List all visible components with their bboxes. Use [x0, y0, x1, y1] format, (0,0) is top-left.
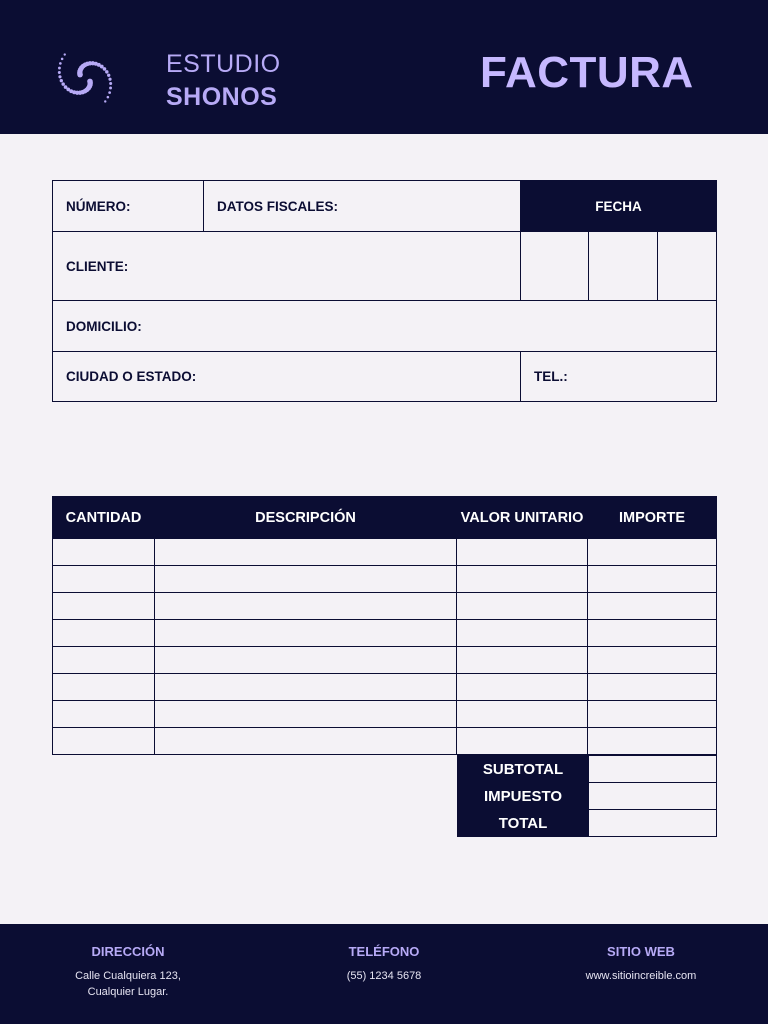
footer-direccion: [18, 944, 238, 1000]
subtotal-value[interactable]: [589, 756, 717, 783]
table-row: [53, 539, 717, 566]
client-info-table: [52, 180, 717, 402]
direccion-line2: Cualquier Lugar.: [87, 986, 169, 998]
cell-valor-unitario[interactable]: [457, 701, 588, 728]
total-value[interactable]: [589, 810, 717, 837]
cell-importe[interactable]: [588, 620, 717, 647]
cell-descripcion[interactable]: [155, 674, 457, 701]
cell-valor-unitario[interactable]: [457, 539, 588, 566]
header: [0, 0, 768, 134]
cell-descripcion[interactable]: [155, 539, 457, 566]
cell-cantidad[interactable]: [53, 566, 155, 593]
table-row: [53, 647, 717, 674]
cell-importe[interactable]: [588, 701, 717, 728]
cell-cantidad[interactable]: [53, 593, 155, 620]
cliente-field[interactable]: CLIENTE:: [53, 232, 521, 301]
cell-valor-unitario[interactable]: [457, 647, 588, 674]
datos-fiscales-field[interactable]: DATOS FISCALES:: [204, 181, 521, 232]
table-row: [53, 701, 717, 728]
direccion-line1: Calle Cualquiera 123,: [75, 970, 181, 982]
web-label: SITIO WEB: [607, 944, 675, 959]
ciudad-field[interactable]: CIUDAD O ESTADO:: [53, 352, 521, 402]
cell-descripcion[interactable]: [155, 593, 457, 620]
cell-descripcion[interactable]: [155, 647, 457, 674]
spiral-logo-icon: [52, 43, 118, 113]
fecha-month-cell[interactable]: [589, 232, 658, 301]
telefono-label: TELÉFONO: [348, 944, 420, 959]
table-row: [53, 593, 717, 620]
cell-valor-unitario[interactable]: [457, 593, 588, 620]
cell-importe[interactable]: [588, 728, 717, 755]
column-header-valor-unitario: VALOR UNITARIO: [457, 497, 588, 539]
cell-cantidad[interactable]: [53, 539, 155, 566]
brand-name-line1: ESTUDIO: [166, 50, 281, 78]
cell-importe[interactable]: [588, 593, 717, 620]
column-header-importe: IMPORTE: [588, 497, 717, 539]
web-value[interactable]: www.sitioincreible.com: [585, 970, 697, 982]
footer: [0, 924, 768, 1024]
cell-descripcion[interactable]: [155, 728, 457, 755]
numero-field[interactable]: NÚMERO:: [53, 181, 204, 232]
items-table: [52, 496, 717, 755]
table-row: [53, 674, 717, 701]
cell-cantidad[interactable]: [53, 701, 155, 728]
table-row: [53, 620, 717, 647]
column-header-descripcion: DESCRIPCIÓN: [155, 497, 457, 539]
fecha-year-cell[interactable]: [658, 232, 717, 301]
subtotal-label: SUBTOTAL: [458, 756, 589, 783]
impuesto-value[interactable]: [589, 783, 717, 810]
cell-cantidad[interactable]: [53, 674, 155, 701]
cell-cantidad[interactable]: [53, 728, 155, 755]
cell-valor-unitario[interactable]: [457, 674, 588, 701]
impuesto-label: IMPUESTO: [458, 783, 589, 810]
cell-descripcion[interactable]: [155, 701, 457, 728]
cell-descripcion[interactable]: [155, 620, 457, 647]
cell-valor-unitario[interactable]: [457, 728, 588, 755]
footer-telefono: [274, 944, 494, 984]
cell-valor-unitario[interactable]: [457, 566, 588, 593]
document-title: FACTURA: [480, 48, 694, 97]
domicilio-field[interactable]: DOMICILIO:: [53, 301, 717, 352]
cell-cantidad[interactable]: [53, 647, 155, 674]
cell-importe[interactable]: [588, 539, 717, 566]
cell-descripcion[interactable]: [155, 566, 457, 593]
tel-field[interactable]: TEL.:: [521, 352, 717, 402]
direccion-label: DIRECCIÓN: [91, 944, 165, 959]
cell-importe[interactable]: [588, 674, 717, 701]
table-row: [53, 566, 717, 593]
footer-sitio-web: [531, 944, 751, 984]
telefono-value: (55) 1234 5678: [346, 970, 422, 982]
brand-name-line2: SHONOS: [166, 83, 278, 111]
column-header-cantidad: CANTIDAD: [53, 497, 155, 539]
cell-importe[interactable]: [588, 647, 717, 674]
cell-cantidad[interactable]: [53, 620, 155, 647]
fecha-day-cell[interactable]: [521, 232, 589, 301]
totals-table: [457, 755, 717, 837]
cell-valor-unitario[interactable]: [457, 620, 588, 647]
cell-importe[interactable]: [588, 566, 717, 593]
total-label: TOTAL: [458, 810, 589, 837]
table-row: [53, 728, 717, 755]
fecha-header: FECHA: [521, 181, 717, 232]
